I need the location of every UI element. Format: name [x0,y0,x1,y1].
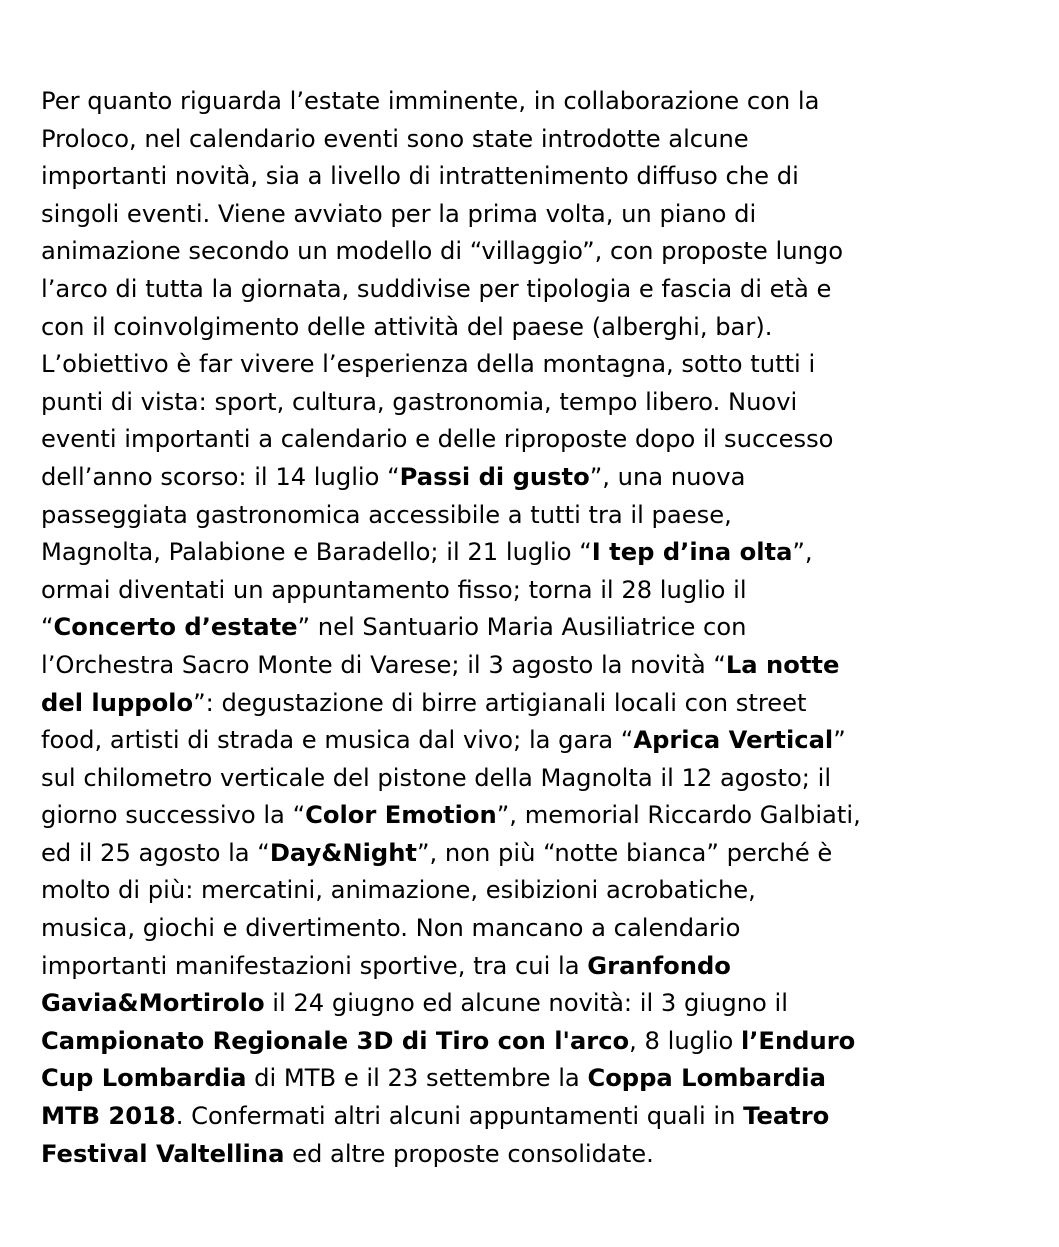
text-line [41,233,1031,271]
text-line [41,83,1031,121]
text-line [41,835,1031,873]
text-line [41,797,1031,835]
text-segment: di MTB e il 23 settembre la [246,1064,588,1093]
text-line [41,196,1031,234]
text-segment: “ [41,613,54,642]
text-segment: punti di vista: sport, cultura, gastronomia, tempo libero. Nuovi [41,387,798,416]
text-segment: , 8 luglio [629,1026,741,1055]
text-segment: eventi importanti a calendario e delle riproposte dopo il successo [41,425,834,454]
bold-event-name: Cup Lombardia [41,1064,247,1093]
text-line [41,872,1031,910]
text-segment: ”, una nuova [589,462,746,491]
text-line [41,309,1031,347]
article-paragraph [41,83,1031,1173]
bold-event-name: Gavia&Mortirolo [41,989,265,1018]
text-segment: food, artisti di strada e musica dal vivo; la gara “ [41,726,634,755]
bold-event-name: Granfondo [587,951,731,980]
text-line [41,158,1031,196]
text-line [41,910,1031,948]
bold-event-name: Coppa Lombardia [587,1064,826,1093]
text-segment: importanti novità, sia a livello di intrattenimento diffuso che di [41,162,799,191]
text-segment: ed il 25 agosto la “ [41,838,270,867]
text-segment: passeggiata gastronomica accessibile a tutti tra il paese, [41,500,732,529]
text-line [41,985,1031,1023]
bold-event-name: Passi di gusto [399,462,590,491]
text-segment: importanti manifestazioni sportive, tra cui la [41,951,588,980]
text-segment: l’arco di tutta la giornata, suddivise per tipologia e fascia di età e [41,274,832,303]
text-line [41,1098,1031,1136]
text-line [41,421,1031,459]
text-line [41,121,1031,159]
text-segment: giorno successivo la “ [41,801,306,830]
text-segment: con il coinvolgimento delle attività del paese (alberghi, bar). [41,312,773,341]
text-segment: singoli eventi. Viene avviato per la prima volta, un piano di [41,199,757,228]
text-line [41,1060,1031,1098]
text-segment: il 24 giugno ed alcune novità: il 3 giugno il [264,989,788,1018]
text-segment: ed altre proposte consolidate. [284,1139,654,1168]
bold-event-name: I tep d’ina olta [591,538,793,567]
text-segment: ”: degustazione di birre artigianali locali con street [193,688,807,717]
text-segment: Per quanto riguarda l’estate imminente, in collaborazione con la [41,87,820,115]
text-line [41,760,1031,798]
text-segment: ” nel Santuario Maria Ausiliatrice con [297,613,747,642]
text-line [41,722,1031,760]
bold-event-name: Festival Valtellina [41,1139,285,1168]
bold-event-name: Day&Night [269,838,417,867]
text-segment: ”, memorial Riccardo Galbiati, [496,801,861,830]
text-segment: sul chilometro verticale del pistone della Magnolta il 12 agosto; il [41,763,832,792]
text-segment: Proloco, nel calendario eventi sono state introdotte alcune [41,124,749,153]
text-line [41,572,1031,610]
text-line [41,459,1031,497]
text-segment: l’Orchestra Sacro Monte di Varese; il 3 agosto la novità “ [41,650,726,679]
text-line [41,497,1031,535]
text-line [41,534,1031,572]
text-segment: Magnolta, Palabione e Baradello; il 21 luglio “ [41,538,592,567]
bold-event-name: l’Enduro [740,1026,856,1055]
text-segment: molto di più: mercatini, animazione, esibizioni acrobatiche, [41,876,756,905]
text-segment: animazione secondo un modello di “villaggio”, con proposte lungo [41,237,844,266]
text-line [41,609,1031,647]
text-segment: ”, non più “notte bianca” perché è [416,838,833,867]
text-segment: dell’anno scorso: il 14 luglio “ [41,462,400,491]
text-segment: L’obiettivo è far vivere l’esperienza della montagna, sotto tutti i [41,350,816,379]
text-line [41,346,1031,384]
bold-event-name: Aprica Vertical [633,726,834,755]
text-line [41,1136,1031,1174]
text-segment: ”, [792,538,813,567]
text-segment: ormai diventati un appuntamento fisso; torna il 28 luglio il [41,575,747,604]
text-line [41,1023,1031,1061]
text-line [41,685,1031,723]
bold-event-name: Campionato Regionale 3D di Tiro con l'arco [41,1026,630,1055]
text-line [41,647,1031,685]
bold-event-name: Concerto d’estate [53,613,298,642]
text-segment: musica, giochi e divertimento. Non mancano a calendario [41,914,741,943]
bold-event-name: La notte [725,650,840,679]
bold-event-name: Teatro [743,1102,830,1131]
text-segment: ” [833,726,846,755]
text-line [41,948,1031,986]
bold-event-name: Color Emotion [305,801,497,830]
text-line [41,384,1031,422]
text-line [41,271,1031,309]
bold-event-name: del luppolo [41,688,194,717]
text-segment: . Confermati altri alcuni appuntamenti quali in [175,1102,744,1131]
bold-event-name: MTB 2018 [41,1102,176,1131]
